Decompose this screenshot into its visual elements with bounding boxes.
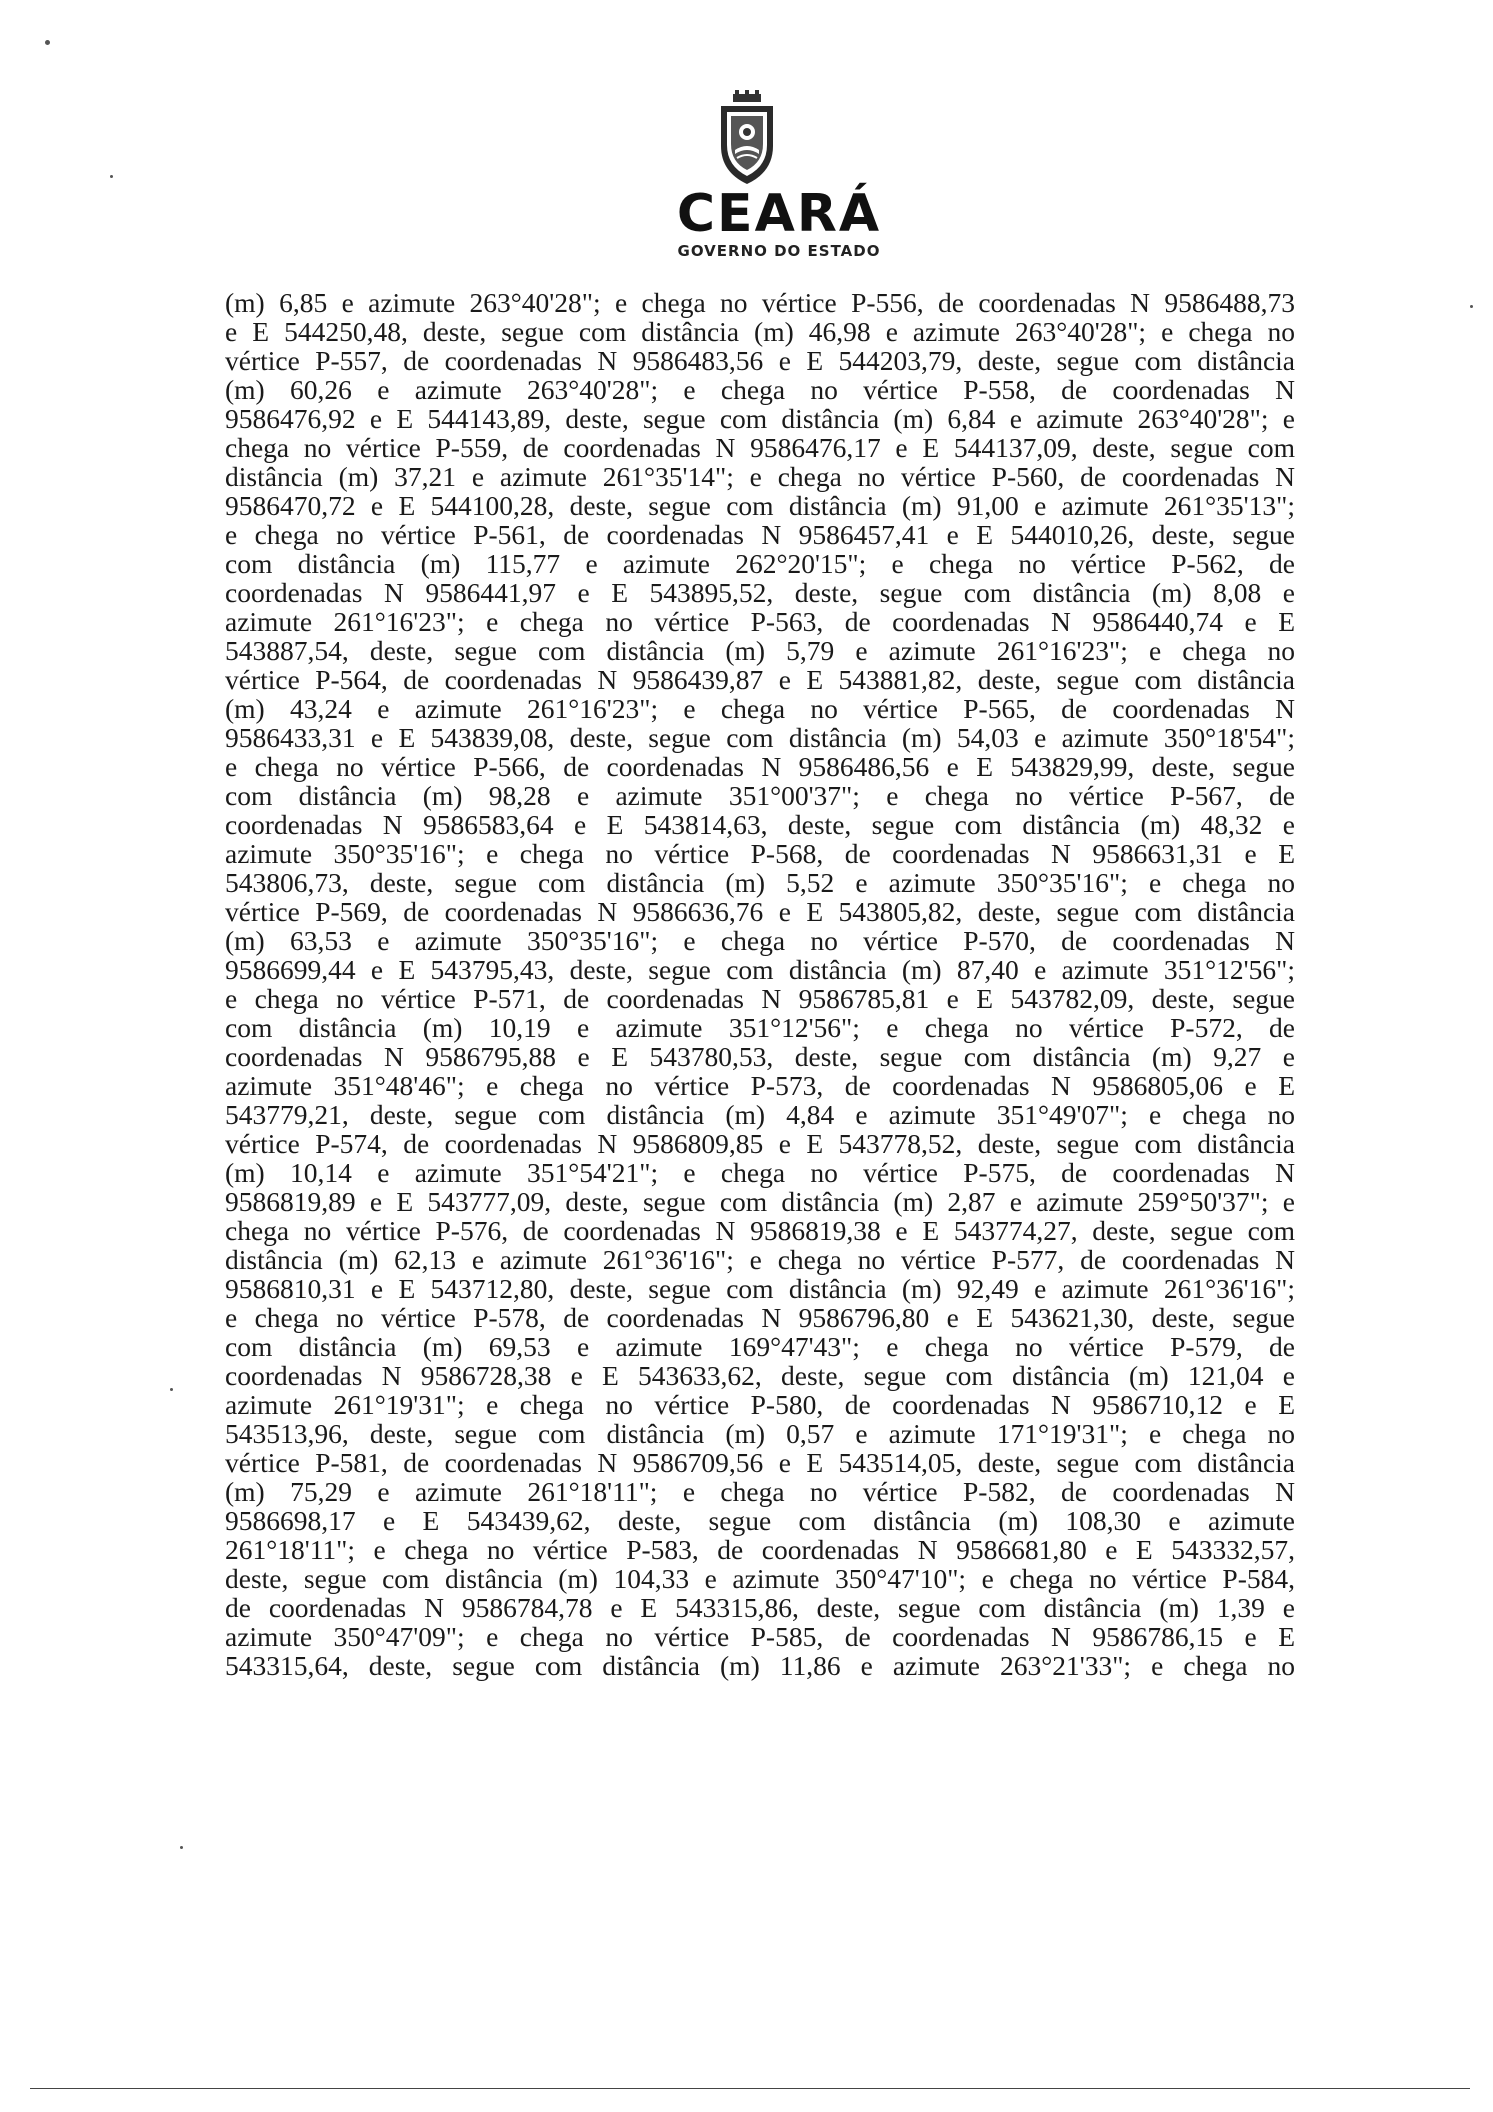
footer-divider [30,2088,1470,2089]
text-line: (m) 63,53 e azimute 350°35'16"; e chega no vértice P-570, de coordenadas N [225,925,1295,956]
text-line: vértice P-557, de coordenadas N 9586483,56 e E 544203,79, deste, segue com distância [225,345,1295,376]
brand-subtitle: GOVERNO DO ESTADO [677,242,881,260]
text-line: (m) 43,24 e azimute 261°16'23"; e chega no vértice P-565, de coordenadas N [225,693,1295,724]
text-line: 543806,73, deste, segue com distância (m) 5,52 e azimute 350°35'16"; e chega no [225,867,1295,898]
text-line: distância (m) 62,13 e azimute 261°36'16"; e chega no vértice P-577, de coordenadas N [225,1244,1295,1275]
text-line: e chega no vértice P-566, de coordenadas N 9586486,56 e E 543829,99, deste, segue [225,751,1295,782]
text-line: azimute 261°16'23"; e chega no vértice P-563, de coordenadas N 9586440,74 e E [225,606,1295,637]
scan-speck [180,1846,183,1849]
text-line: vértice P-564, de coordenadas N 9586439,87 e E 543881,82, deste, segue com distância [225,664,1295,695]
document-body [225,288,1295,1680]
scan-speck [45,40,50,45]
page-header [0,90,1493,260]
text-line: coordenadas N 9586583,64 e E 543814,63, deste, segue com distância (m) 48,32 e [225,809,1295,840]
text-line: (m) 75,29 e azimute 261°18'11"; e chega no vértice P-582, de coordenadas N [225,1476,1295,1507]
text-line: 261°18'11"; e chega no vértice P-583, de coordenadas N 9586681,80 e E 543332,57, [225,1534,1295,1565]
scan-speck [170,1388,173,1391]
text-line: e E 544250,48, deste, segue com distância (m) 46,98 e azimute 263°40'28"; e chega no [225,316,1295,347]
scan-speck [110,175,113,178]
text-line: chega no vértice P-559, de coordenadas N 9586476,17 e E 544137,09, deste, segue com [225,432,1295,463]
text-line: 543887,54, deste, segue com distância (m) 5,79 e azimute 261°16'23"; e chega no [225,635,1295,666]
text-line: e chega no vértice P-571, de coordenadas N 9586785,81 e E 543782,09, deste, segue [225,983,1295,1014]
ceara-coat-of-arms-icon [707,90,787,186]
text-line: vértice P-569, de coordenadas N 9586636,76 e E 543805,82, deste, segue com distância [225,896,1295,927]
text-line: 9586476,92 e E 544143,89, deste, segue com distância (m) 6,84 e azimute 263°40'28"; e [225,403,1295,434]
text-line: 543513,96, deste, segue com distância (m) 0,57 e azimute 171°19'31"; e chega no [225,1418,1295,1449]
text-line: com distância (m) 69,53 e azimute 169°47'43"; e chega no vértice P-579, de [225,1331,1295,1362]
text-line: com distância (m) 98,28 e azimute 351°00'37"; e chega no vértice P-567, de [225,780,1295,811]
text-line: e chega no vértice P-561, de coordenadas N 9586457,41 e E 544010,26, deste, segue [225,519,1295,550]
text-line: coordenadas N 9586441,97 e E 543895,52, deste, segue com distância (m) 8,08 e [225,577,1295,608]
text-line: com distância (m) 10,19 e azimute 351°12'56"; e chega no vértice P-572, de [225,1012,1295,1043]
text-line: coordenadas N 9586728,38 e E 543633,62, deste, segue com distância (m) 121,04 e [225,1360,1295,1391]
text-line: com distância (m) 115,77 e azimute 262°20'15"; e chega no vértice P-562, de [225,548,1295,579]
text-line: chega no vértice P-576, de coordenadas N 9586819,38 e E 543774,27, deste, segue com [225,1215,1295,1246]
text-line: 543779,21, deste, segue com distância (m) 4,84 e azimute 351°49'07"; e chega no [225,1099,1295,1130]
text-line: 543315,64, deste, segue com distância (m) 11,86 e azimute 263°21'33"; e chega no [225,1650,1295,1681]
text-line: azimute 261°19'31"; e chega no vértice P-580, de coordenadas N 9586710,12 e E [225,1389,1295,1420]
text-line: vértice P-574, de coordenadas N 9586809,85 e E 543778,52, deste, segue com distância [225,1128,1295,1159]
text-line: de coordenadas N 9586784,78 e E 543315,86, deste, segue com distância (m) 1,39 e [225,1592,1295,1623]
text-line: coordenadas N 9586795,88 e E 543780,53, deste, segue com distância (m) 9,27 e [225,1041,1295,1072]
text-line: azimute 351°48'46"; e chega no vértice P-573, de coordenadas N 9586805,06 e E [225,1070,1295,1101]
text-line: (m) 10,14 e azimute 351°54'21"; e chega no vértice P-575, de coordenadas N [225,1157,1295,1188]
text-line: 9586819,89 e E 543777,09, deste, segue com distância (m) 2,87 e azimute 259°50'37"; e [225,1186,1295,1217]
text-line: 9586470,72 e E 544100,28, deste, segue com distância (m) 91,00 e azimute 261°35'13"; [225,490,1295,521]
text-line: deste, segue com distância (m) 104,33 e azimute 350°47'10"; e chega no vértice P-584, [225,1563,1295,1594]
scan-speck [1470,305,1473,308]
text-line: 9586698,17 e E 543439,62, deste, segue com distância (m) 108,30 e azimute [225,1505,1295,1536]
text-line: azimute 350°47'09"; e chega no vértice P-585, de coordenadas N 9586786,15 e E [225,1621,1295,1652]
text-line: (m) 6,85 e azimute 263°40'28"; e chega no vértice P-556, de coordenadas N 9586488,73 [225,287,1295,318]
text-line: e chega no vértice P-578, de coordenadas N 9586796,80 e E 543621,30, deste, segue [225,1302,1295,1333]
brand-title: CEARÁ [676,184,882,244]
text-line: vértice P-581, de coordenadas N 9586709,56 e E 543514,05, deste, segue com distância [225,1447,1295,1478]
text-line: 9586699,44 e E 543795,43, deste, segue com distância (m) 87,40 e azimute 351°12'56"; [225,954,1295,985]
text-line: 9586810,31 e E 543712,80, deste, segue com distância (m) 92,49 e azimute 261°36'16"; [225,1273,1295,1304]
text-line: (m) 60,26 e azimute 263°40'28"; e chega no vértice P-558, de coordenadas N [225,374,1295,405]
text-line: azimute 350°35'16"; e chega no vértice P-568, de coordenadas N 9586631,31 e E [225,838,1295,869]
text-line: 9586433,31 e E 543839,08, deste, segue com distância (m) 54,03 e azimute 350°18'54"; [225,722,1295,753]
text-line: distância (m) 37,21 e azimute 261°35'14"; e chega no vértice P-560, de coordenadas N [225,461,1295,492]
